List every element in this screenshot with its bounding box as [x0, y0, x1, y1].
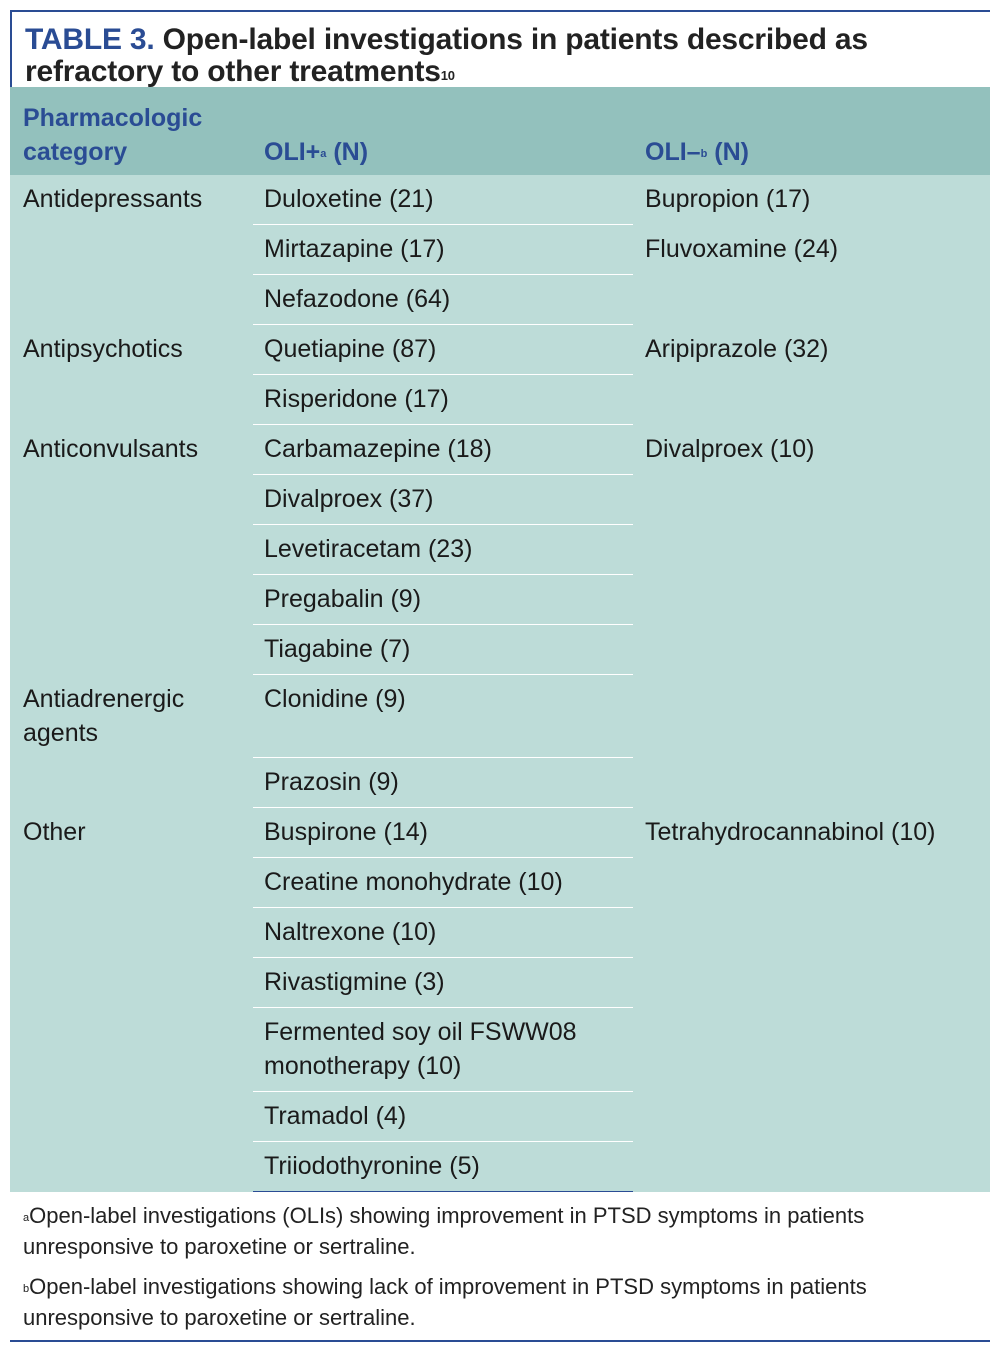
- oli-negative-cell: [633, 275, 990, 325]
- header-oli-negative-label: OLI–: [645, 138, 701, 166]
- footnote-b: [23, 1271, 990, 1333]
- oli-positive-cell: Triiodothyronine (5): [253, 1142, 633, 1192]
- oli-negative-cell: [633, 525, 990, 575]
- footnote-b-marker: b: [23, 1283, 30, 1295]
- oli-positive-cell: Levetiracetam (23): [253, 525, 633, 575]
- footnote-a-text: Open-label investigations (OLIs) showing improvement in PTSD symptoms in patients unresponsive to paroxetine or sertraline.: [23, 1203, 865, 1259]
- table-frame: [10, 10, 990, 1342]
- category-cell: Antiadrenergic agents: [23, 684, 185, 747]
- oli-positive-cell: Divalproex (37): [253, 475, 633, 525]
- category-cell: [10, 1008, 253, 1092]
- table-row: [10, 575, 990, 625]
- data-table: [10, 87, 990, 1192]
- oli-positive-cell: Fermented soy oil FSWW08 monotherapy (10): [253, 1008, 633, 1092]
- table-row: [10, 325, 990, 375]
- oli-negative-cell: Fluvoxamine (24): [645, 234, 839, 263]
- header-category: Pharmacologic category: [23, 104, 203, 166]
- category-cell: [10, 575, 253, 625]
- table-row: [10, 675, 990, 758]
- category-cell: Anticonvulsants: [23, 434, 199, 463]
- category-cell: [10, 225, 253, 275]
- oli-negative-cell: [633, 958, 990, 1008]
- oli-positive-cell: Risperidone (17): [253, 375, 633, 425]
- table-row: [10, 375, 990, 425]
- bottom-rule: [10, 1340, 990, 1342]
- oli-negative-cell: Tetrahydrocannabinol (10): [645, 817, 936, 846]
- header-oli-positive-sup: a: [320, 148, 327, 160]
- table-row: [10, 1008, 990, 1092]
- oli-negative-cell: [633, 1008, 990, 1092]
- table-title: [25, 24, 976, 88]
- oli-positive-cell: Rivastigmine (3): [253, 958, 633, 1008]
- oli-positive-cell: Duloxetine (21): [253, 175, 633, 225]
- footnote-a-marker: a: [23, 1212, 30, 1224]
- table-row: [10, 758, 990, 808]
- category-cell: Antipsychotics: [23, 334, 183, 363]
- oli-positive-cell: Creatine monohydrate (10): [253, 858, 633, 908]
- category-cell: [10, 1142, 253, 1192]
- oli-positive-cell: Tiagabine (7): [253, 625, 633, 675]
- oli-negative-cell: [633, 1142, 990, 1192]
- table-row: [10, 525, 990, 575]
- header-oli-positive-suffix: (N): [333, 138, 369, 166]
- oli-positive-cell: Prazosin (9): [253, 758, 633, 808]
- oli-positive-cell: Carbamazepine (18): [253, 425, 633, 475]
- header-oli-positive: [253, 87, 633, 175]
- category-cell: [10, 275, 253, 325]
- table-row: [10, 175, 990, 225]
- table-title-reference: 10: [440, 68, 455, 83]
- table-row: [10, 808, 990, 858]
- table-row: [10, 858, 990, 908]
- table-row: [10, 225, 990, 275]
- category-cell: [10, 625, 253, 675]
- table-title-box: [10, 10, 990, 87]
- oli-negative-cell: [633, 908, 990, 958]
- table-body: [10, 175, 990, 1192]
- table-number: TABLE 3.: [25, 23, 155, 56]
- header-oli-negative-suffix: (N): [714, 138, 749, 166]
- table-row: [10, 625, 990, 675]
- table-row: [10, 475, 990, 525]
- oli-negative-cell: Bupropion (17): [645, 185, 811, 213]
- footnote-b-text: Open-label investigations showing lack of improvement in PTSD symptoms in patients unresponsive to paroxetine or sertraline.: [23, 1274, 867, 1330]
- oli-positive-cell: Naltrexone (10): [253, 908, 633, 958]
- oli-positive-cell: Nefazodone (64): [253, 275, 633, 325]
- table-row: [10, 908, 990, 958]
- header-oli-positive-label: OLI+: [264, 138, 321, 166]
- category-cell: [10, 958, 253, 1008]
- category-cell: [10, 758, 253, 808]
- table-row: [10, 275, 990, 325]
- oli-negative-cell: [633, 1092, 990, 1142]
- category-cell: [10, 1092, 253, 1142]
- category-cell: Other: [23, 817, 86, 846]
- category-cell: Antidepressants: [23, 185, 203, 213]
- oli-positive-cell: Quetiapine (87): [253, 325, 633, 375]
- oli-negative-cell: Aripiprazole (32): [645, 334, 829, 363]
- oli-negative-cell: [633, 475, 990, 525]
- table-row: [10, 958, 990, 1008]
- oli-negative-cell: [633, 758, 990, 808]
- oli-positive-cell: Buspirone (14): [253, 808, 633, 858]
- oli-positive-cell: Clonidine (9): [253, 675, 633, 758]
- table-row: [10, 1142, 990, 1192]
- category-cell: [10, 475, 253, 525]
- oli-negative-cell: [633, 375, 990, 425]
- oli-negative-cell: [633, 625, 990, 675]
- header-oli-negative: [633, 87, 990, 175]
- header-oli-negative-sup: b: [700, 148, 708, 160]
- table-header-row: [10, 87, 990, 175]
- table-row: [10, 425, 990, 475]
- table-title-text: Open-label investigations in patients described as refractory to other treatments: [25, 23, 868, 88]
- category-cell: [10, 908, 253, 958]
- oli-negative-cell: [633, 575, 990, 625]
- oli-positive-cell: Mirtazapine (17): [253, 225, 633, 275]
- category-cell: [10, 858, 253, 908]
- table-row: [10, 1092, 990, 1142]
- footnote-a: [23, 1200, 990, 1262]
- oli-negative-cell: [633, 858, 990, 908]
- oli-negative-cell: [633, 675, 990, 758]
- footnotes: [10, 1192, 990, 1333]
- oli-negative-cell: Divalproex (10): [645, 434, 815, 463]
- category-cell: [10, 525, 253, 575]
- oli-positive-cell: Pregabalin (9): [253, 575, 633, 625]
- oli-positive-cell: Tramadol (4): [253, 1092, 633, 1142]
- category-cell: [10, 375, 253, 425]
